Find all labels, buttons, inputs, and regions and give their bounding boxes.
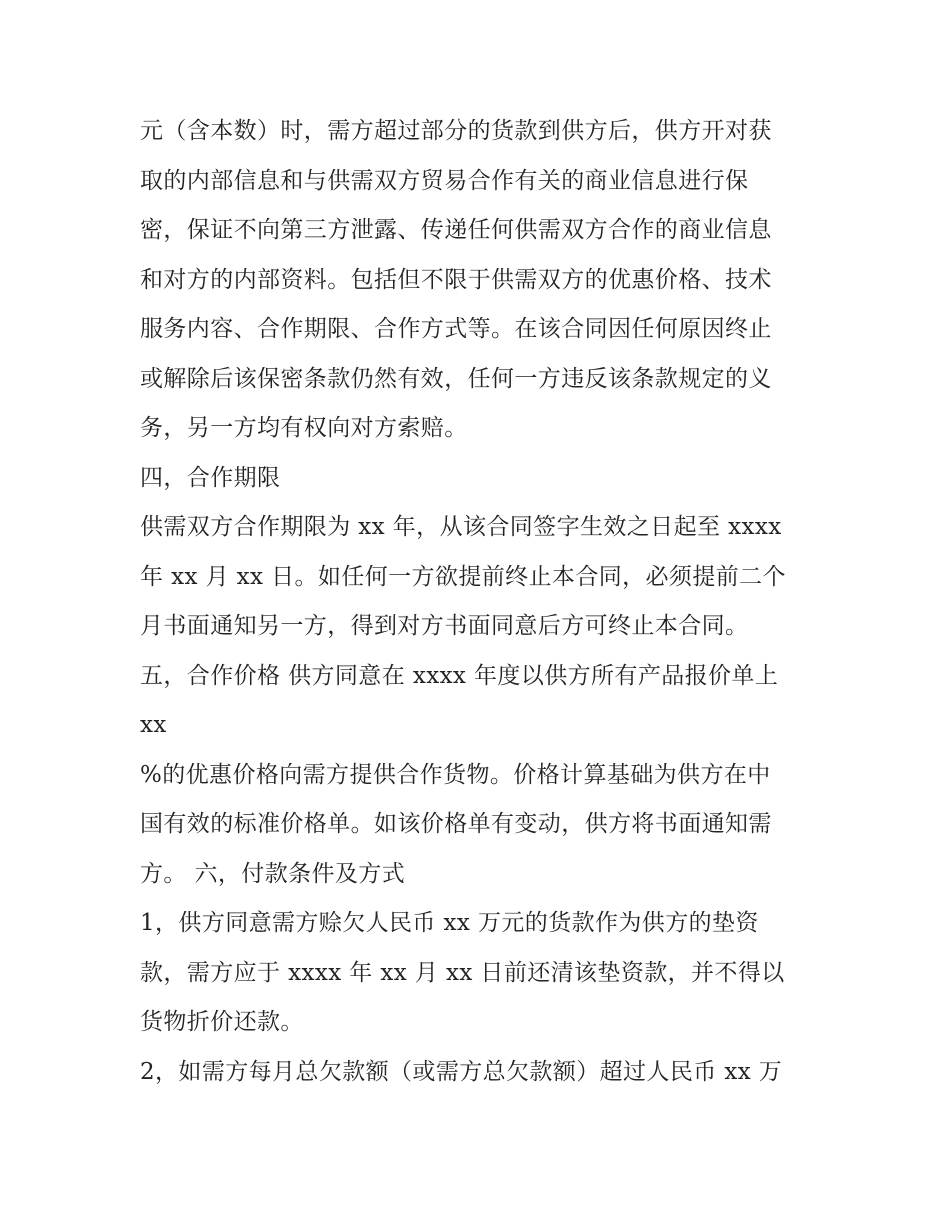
body-text-line: %的优惠价格向需方提供合作货物。价格计算基础为供方在中 [140, 761, 771, 788]
body-text-line: 月书面通知另一方，得到对方书面同意后方可终止本合同。 [140, 613, 749, 639]
body-text-line: 款，需方应于 xxxx 年 xx 月 xx 日前还清该垫资款，并不得以 [140, 959, 785, 986]
body-text-line: 供需双方合作期限为 xx 年，从该合同签字生效之日起至 xxxx [140, 514, 782, 540]
numbered-clause-line: 2，如需方每月总欠款额（或需方总欠款额）超过人民币 xx 万 [140, 1058, 783, 1085]
body-text-line: 国有效的标准价格单。如该价格单有变动，供方将书面通知需 [140, 811, 772, 837]
body-text-line: 元（含本数）时，需方超过部分的货款到供方后，供方开对获 [140, 118, 772, 144]
section-heading-with-text: 方。 六，付款条件及方式 [140, 860, 406, 887]
body-text-line: 年 xx 月 xx 日。如任何一方欲提前终止本合同，必须提前二个 [140, 563, 786, 590]
document-body [140, 107, 820, 1097]
body-text-line: 或解除后该保密条款仍然有效，任何一方违反该条款规定的义 [140, 365, 772, 392]
numbered-clause-line: 1，供方同意需方赊欠人民币 xx 万元的货款作为供方的垫资 [140, 910, 759, 936]
body-text-line: 和对方的内部资料。包括但不限于供需双方的优惠价格、技术 [140, 266, 772, 293]
body-text-line: 服务内容、合作期限、合作方式等。在该合同因任何原因终止 [140, 316, 772, 342]
body-text-line: xx [140, 712, 167, 738]
body-text-line: 取的内部信息和与供需双方贸易合作有关的商业信息进行保 [140, 167, 749, 194]
body-text-line: 务，另一方均有权向对方索赔。 [140, 415, 468, 441]
body-text-line: 密，保证不向第三方泄露、传递任何供需双方合作的商业信息 [140, 217, 772, 243]
section-heading: 四，合作期限 [140, 464, 281, 491]
section-heading-with-text: 五，合作价格 供方同意在 xxxx 年度以供方所有产品报价单上 [140, 662, 779, 689]
body-text-line: 货物折价还款。 [140, 1009, 304, 1035]
